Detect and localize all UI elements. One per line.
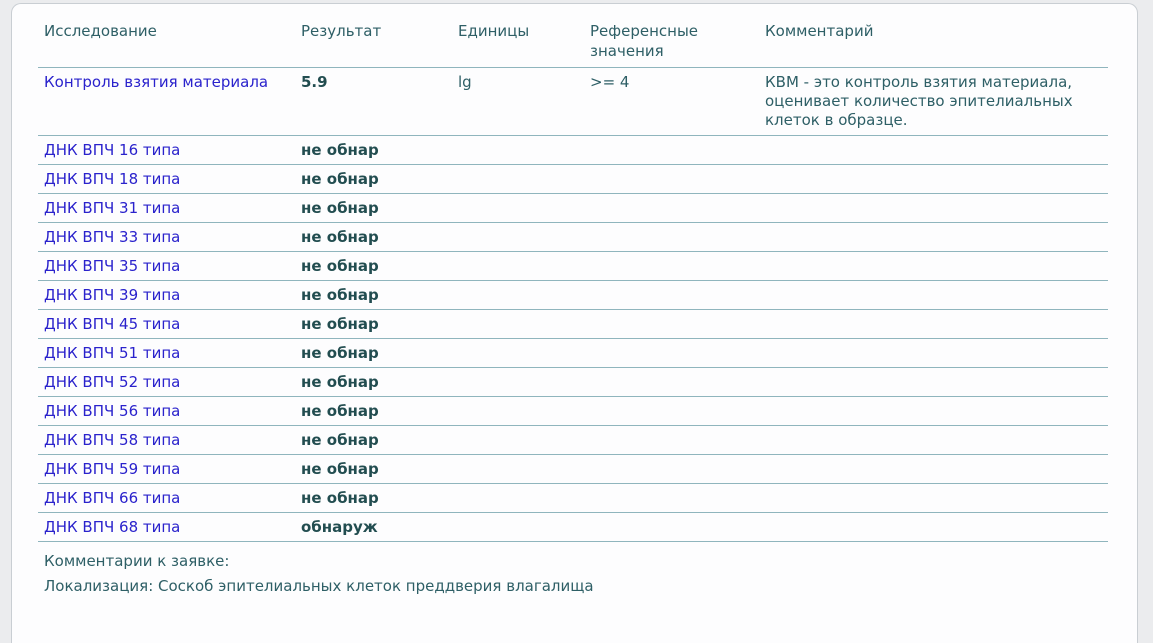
units-cell <box>458 484 590 513</box>
comment-cell <box>765 68 1108 136</box>
column-header-result-label: Результат <box>301 22 382 40</box>
comment-cell <box>765 484 1108 513</box>
test-name-cell <box>38 484 301 513</box>
test-name-link[interactable]: ДНК ВПЧ 59 типа <box>44 460 181 478</box>
units-cell <box>458 165 590 194</box>
column-header-units-label: Единицы <box>458 22 530 40</box>
test-name-cell <box>38 223 301 252</box>
result-cell <box>301 426 458 455</box>
units-cell <box>458 455 590 484</box>
result-cell <box>301 513 458 542</box>
test-name-cell <box>38 426 301 455</box>
units-cell <box>458 397 590 426</box>
reference-cell <box>590 426 765 455</box>
test-name-link[interactable]: ДНК ВПЧ 35 типа <box>44 257 181 275</box>
table-row <box>38 484 1108 513</box>
reference-cell <box>590 165 765 194</box>
units-cell <box>458 68 590 136</box>
test-name-link[interactable]: ДНК ВПЧ 45 типа <box>44 315 181 333</box>
table-row <box>38 165 1108 194</box>
request-comments-label: Комментарии к заявке: <box>44 552 230 570</box>
test-name-link[interactable]: ДНК ВПЧ 39 типа <box>44 286 181 304</box>
column-header-reference-label: Референсные значения <box>590 22 699 60</box>
test-name-cell <box>38 397 301 426</box>
reference-cell <box>590 455 765 484</box>
test-name-link[interactable]: ДНК ВПЧ 68 типа <box>44 518 181 536</box>
result-value: не обнар <box>301 141 379 159</box>
units-cell <box>458 310 590 339</box>
column-header-test <box>38 4 301 68</box>
units-cell <box>458 252 590 281</box>
units-cell <box>458 426 590 455</box>
test-name-link[interactable]: ДНК ВПЧ 56 типа <box>44 402 181 420</box>
request-comments-block <box>38 549 1137 599</box>
units-cell <box>458 339 590 368</box>
comment-cell <box>765 426 1108 455</box>
units-cell <box>458 513 590 542</box>
result-cell <box>301 194 458 223</box>
reference-cell <box>590 339 765 368</box>
units-value: lg <box>458 73 472 91</box>
column-header-units <box>458 4 590 68</box>
result-cell <box>301 339 458 368</box>
column-header-test-label: Исследование <box>44 22 157 40</box>
column-header-result <box>301 4 458 68</box>
table-row <box>38 281 1108 310</box>
test-name-link[interactable]: ДНК ВПЧ 66 типа <box>44 489 181 507</box>
result-cell <box>301 397 458 426</box>
result-cell <box>301 310 458 339</box>
result-cell <box>301 165 458 194</box>
result-value: не обнар <box>301 228 379 246</box>
test-name-link[interactable]: ДНК ВПЧ 52 типа <box>44 373 181 391</box>
comment-cell <box>765 368 1108 397</box>
test-name-cell <box>38 310 301 339</box>
table-header-row <box>38 4 1108 68</box>
comment-text: КВМ - это контроль взятия материала, оценивает количество эпителиальных клеток в образце. <box>765 73 1073 129</box>
localization-text: Локализация: Соскоб эпителиальных клеток преддверия влагалища <box>44 577 594 595</box>
units-cell <box>458 223 590 252</box>
reference-cell <box>590 223 765 252</box>
table-row <box>38 136 1108 165</box>
reference-cell <box>590 397 765 426</box>
comment-cell <box>765 252 1108 281</box>
result-value: не обнар <box>301 257 379 275</box>
column-header-reference <box>590 4 765 68</box>
comment-cell <box>765 310 1108 339</box>
reference-value: >= 4 <box>590 73 630 91</box>
reference-cell <box>590 513 765 542</box>
units-cell <box>458 194 590 223</box>
comment-cell <box>765 455 1108 484</box>
test-name-cell <box>38 339 301 368</box>
test-name-cell <box>38 136 301 165</box>
test-name-cell <box>38 68 301 136</box>
reference-cell <box>590 281 765 310</box>
result-value: не обнар <box>301 431 379 449</box>
column-header-comment-label: Комментарий <box>765 22 874 40</box>
reference-cell <box>590 136 765 165</box>
result-cell <box>301 68 458 136</box>
results-card <box>11 3 1138 643</box>
units-cell <box>458 281 590 310</box>
table-row <box>38 368 1108 397</box>
result-cell <box>301 484 458 513</box>
test-name-link[interactable]: ДНК ВПЧ 58 типа <box>44 431 181 449</box>
reference-cell <box>590 194 765 223</box>
test-name-link[interactable]: Контроль взятия материала <box>44 73 269 91</box>
comment-cell <box>765 339 1108 368</box>
comment-cell <box>765 513 1108 542</box>
units-cell <box>458 136 590 165</box>
result-value: не обнар <box>301 402 379 420</box>
result-value: обнаруж <box>301 518 378 536</box>
result-value: не обнар <box>301 170 379 188</box>
table-row <box>38 339 1108 368</box>
test-name-cell <box>38 165 301 194</box>
table-row <box>38 223 1108 252</box>
result-cell <box>301 252 458 281</box>
result-value: не обнар <box>301 489 379 507</box>
test-name-cell <box>38 252 301 281</box>
test-name-link[interactable]: ДНК ВПЧ 51 типа <box>44 344 181 362</box>
reference-cell <box>590 252 765 281</box>
test-name-cell <box>38 368 301 397</box>
test-name-link[interactable]: ДНК ВПЧ 33 типа <box>44 228 181 246</box>
table-row <box>38 397 1108 426</box>
reference-cell <box>590 310 765 339</box>
result-value: не обнар <box>301 373 379 391</box>
result-value: не обнар <box>301 199 379 217</box>
test-name-cell <box>38 455 301 484</box>
test-name-link[interactable]: ДНК ВПЧ 31 типа <box>44 199 181 217</box>
comment-cell <box>765 165 1108 194</box>
comment-cell <box>765 194 1108 223</box>
comment-cell <box>765 223 1108 252</box>
test-name-link[interactable]: ДНК ВПЧ 16 типа <box>44 141 181 159</box>
units-cell <box>458 368 590 397</box>
result-value: не обнар <box>301 286 379 304</box>
test-name-cell <box>38 194 301 223</box>
table-row <box>38 252 1108 281</box>
table-row <box>38 310 1108 339</box>
result-value: не обнар <box>301 344 379 362</box>
comment-cell <box>765 136 1108 165</box>
test-name-cell <box>38 513 301 542</box>
result-value: 5.9 <box>301 73 328 91</box>
table-row <box>38 513 1108 542</box>
results-card-inner <box>12 4 1137 599</box>
comment-cell <box>765 281 1108 310</box>
result-cell <box>301 281 458 310</box>
table-row <box>38 455 1108 484</box>
table-row <box>38 68 1108 136</box>
column-header-comment <box>765 4 1108 68</box>
result-value: не обнар <box>301 315 379 333</box>
result-cell <box>301 455 458 484</box>
result-cell <box>301 136 458 165</box>
table-row <box>38 194 1108 223</box>
results-table <box>38 4 1108 542</box>
reference-cell <box>590 368 765 397</box>
reference-cell <box>590 484 765 513</box>
result-cell <box>301 368 458 397</box>
result-value: не обнар <box>301 460 379 478</box>
test-name-cell <box>38 281 301 310</box>
result-cell <box>301 223 458 252</box>
comment-cell <box>765 397 1108 426</box>
table-row <box>38 426 1108 455</box>
reference-cell <box>590 68 765 136</box>
test-name-link[interactable]: ДНК ВПЧ 18 типа <box>44 170 181 188</box>
